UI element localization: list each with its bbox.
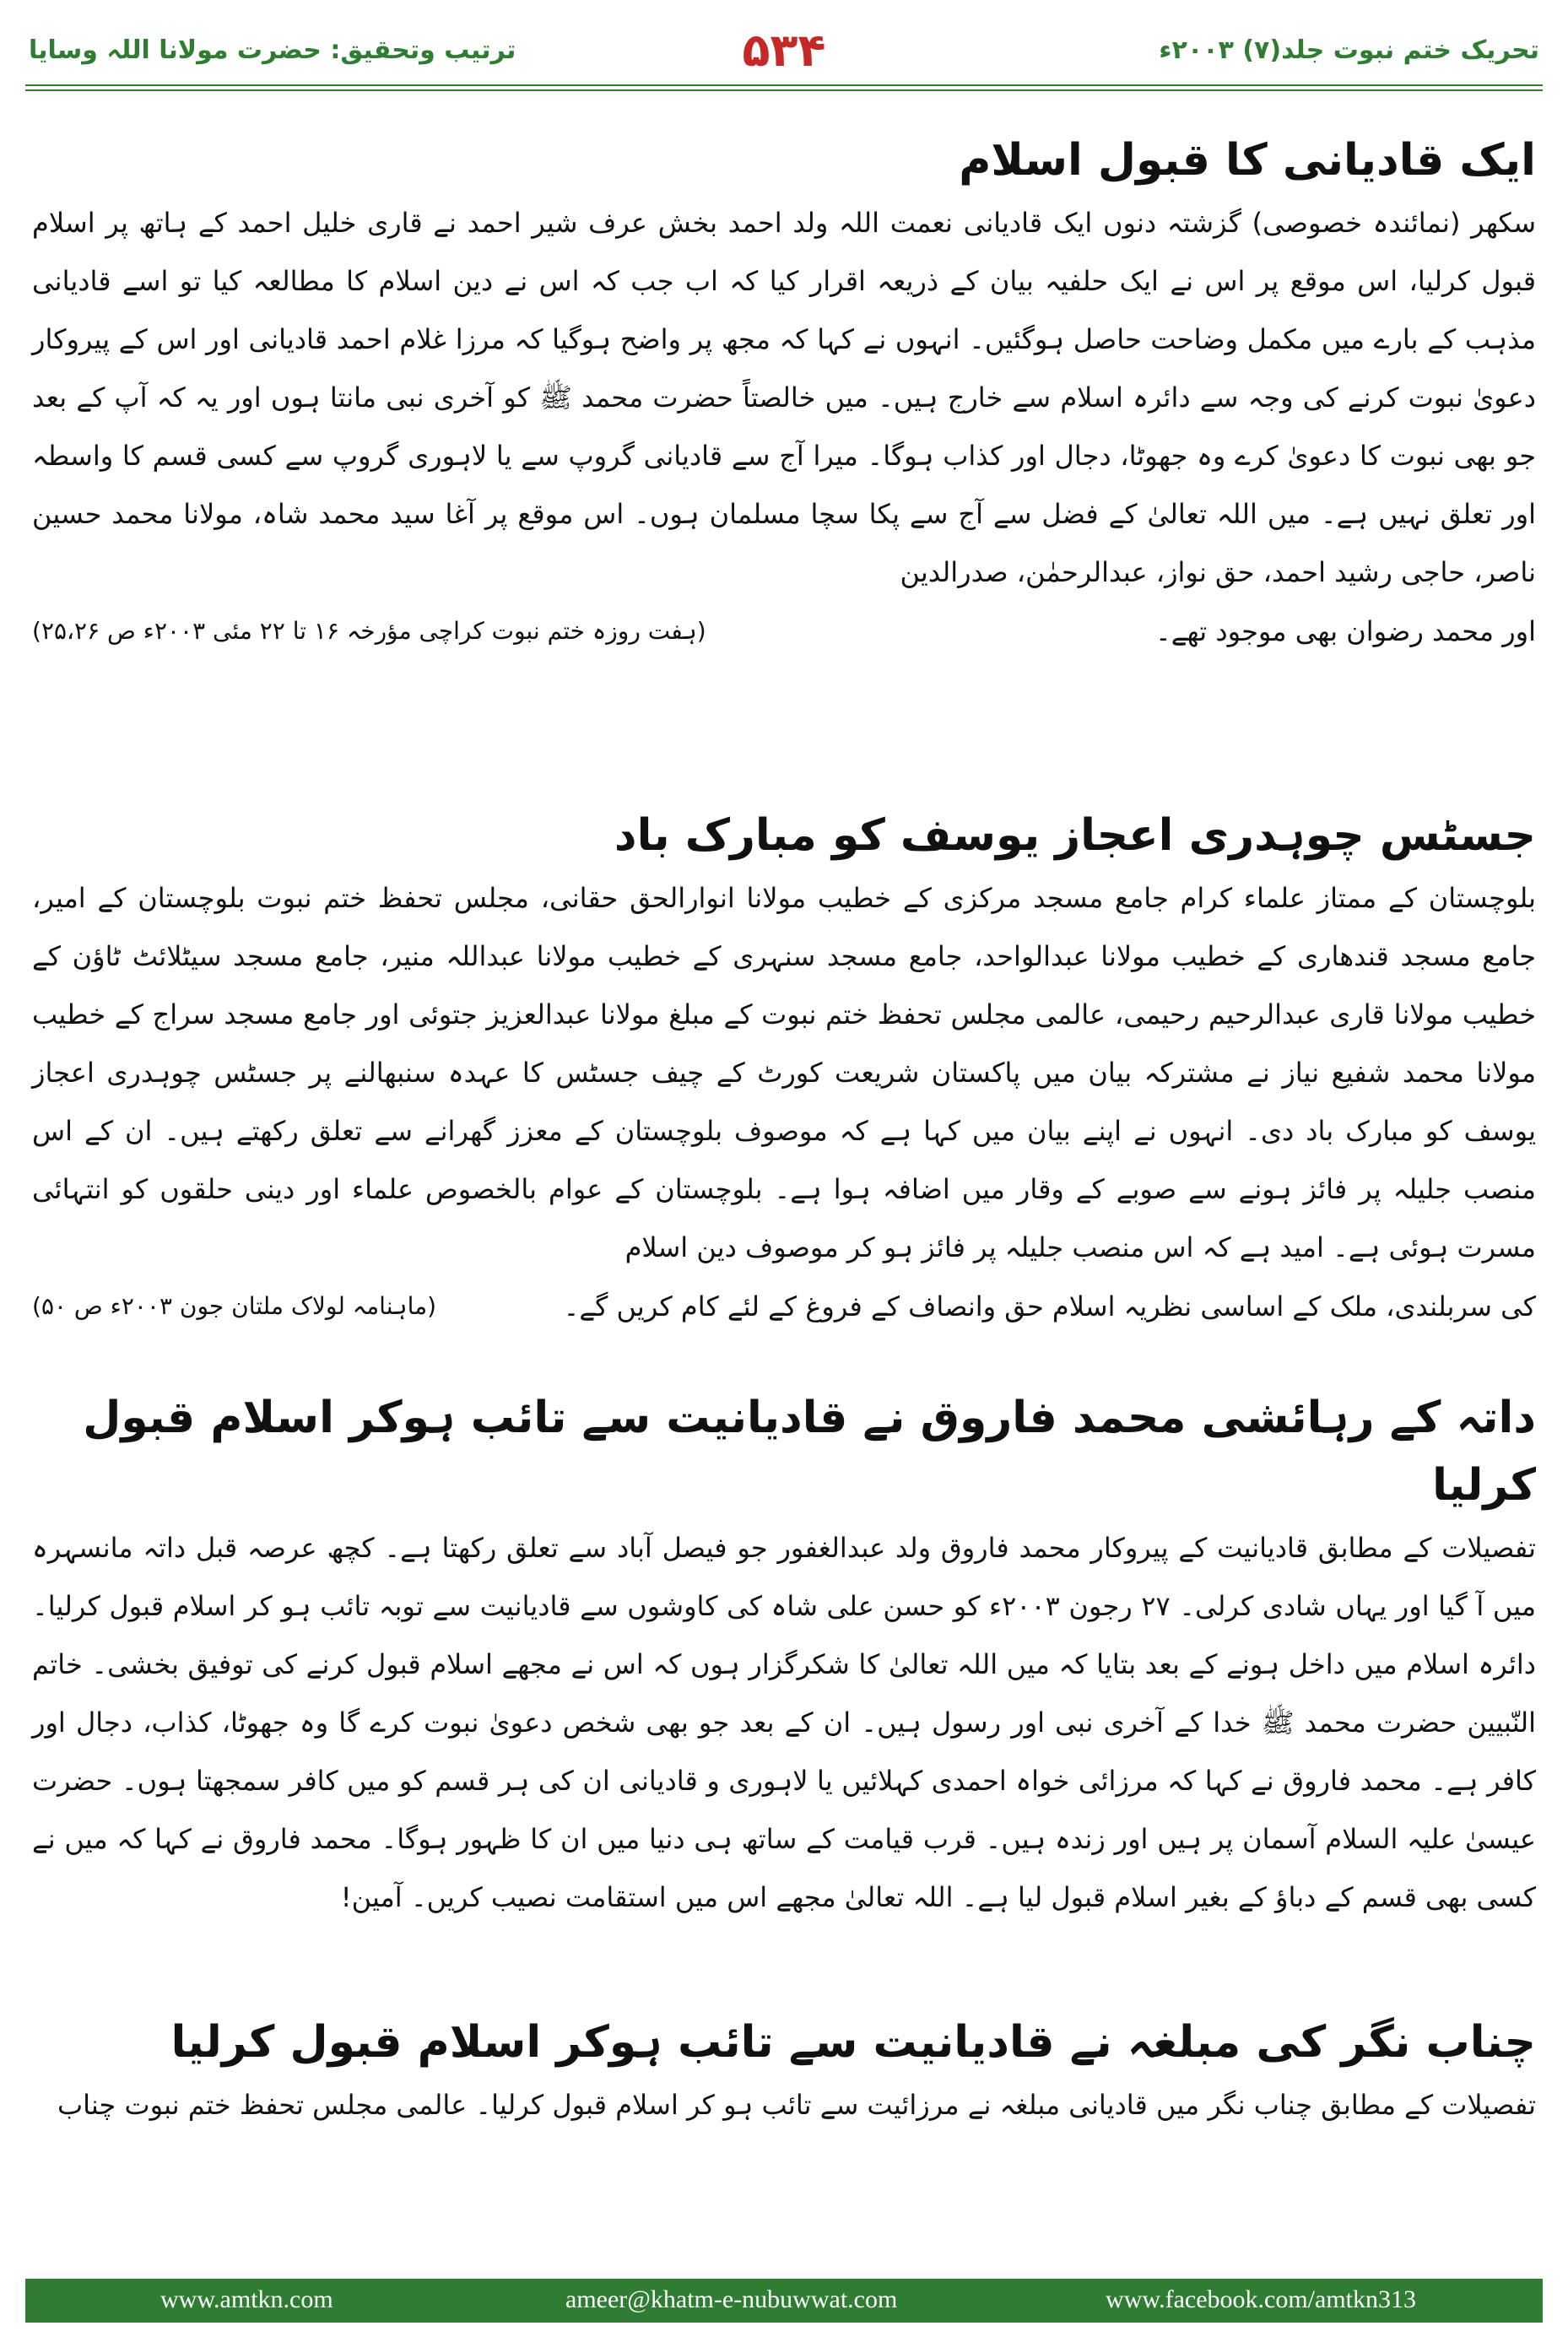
- page-number: ۵۳۴: [742, 24, 826, 77]
- facebook-link[interactable]: www.facebook.com/amtkn313: [1106, 2285, 1416, 2313]
- article-footer-row: [32, 1277, 1536, 1336]
- compiler-credit: ترتیب وتحقیق: حضرت مولانا اللہ وسایا: [29, 35, 516, 65]
- article-footer-row: [32, 602, 1536, 661]
- article-closing-text: کی سربلندی، ملک کے اساسی نظریہ اسلام حق وانصاف کے فروغ کے لئے کام کریں گے۔: [563, 1290, 1536, 1322]
- email-link[interactable]: ameer@khatm-e-nubuwwat.com: [565, 2285, 898, 2313]
- book-title: تحریک ختم نبوت جلد(۷) ۲۰۰۳ء: [1159, 35, 1539, 65]
- article-body: تفصیلات کے مطابق قادیانیت کے پیروکار محمد فاروق ولد عبدالغفور جو فیصل آباد سے تعلق رکھتا ہے۔ کچھ عرصہ قبل داتہ مانسہرہ میں آ گیا اور یہاں شادی کرلی۔ ۲۷ رجون ۲۰۰۳ء کو حسن علی شاہ کی کاوشوں سے قادیانیت سے توبہ تائب ہو کر اسلام قبول کرلیا۔ دائرہ اسلام میں داخل ہونے کے بعد بتایا کہ میں اللہ تعالیٰ کا شکرگزار ہوں کہ اس نے مجھے اسلام قبول کرنے کی توفیق بخشی۔ خاتم النّبیین حضرت محمد ﷺ خدا کے آخری نبی اور رسول ہیں۔ ان کے بعد جو بھی شخص دعویٰ نبوت کرے گا وہ جھوٹا، کذاب، دجال اور کافر ہے۔ محمد فاروق نے کہا کہ مرزائی خواہ احمدی کہلائیں یا لاہوری و قادیانی ان کی ہر قسم کو میں کافر سمجھتا ہوں۔ حضرت عیسیٰ علیہ السلام آسمان پر ہیں اور زندہ ہیں۔ قرب قیامت کے ساتھ ہی دنیا میں ان کا ظہور ہوگا۔ محمد فاروق نے کہا کہ میں نے کسی بھی قسم کے دباؤ کے بغیر اسلام قبول لیا ہے۔ اللہ تعالیٰ مجھے اس میں استقامت نصیب کریں۔ آمین!: [32, 1532, 1537, 1913]
- article-heading: ایک قادیانی کا قبول اسلام: [959, 135, 1536, 186]
- page-content: [32, 127, 1536, 2135]
- article-body: تفصیلات کے مطابق چناب نگر میں قادیانی مبلغہ نے مرزائیت سے تائب ہو کر اسلام قبول کرلیا۔ عالمی مجلس تحفظ ختم نبوت چناب: [57, 2089, 1536, 2121]
- article-body: بلوچستان کے ممتاز علماء کرام جامع مسجد مرکزی کے خطیب مولانا انوارالحق حقانی، مجلس تحفظ ختم نبوت بلوچستان کے امیر، جامع مسجد قندھاری کے خطیب مولانا عبدالواحد، جامع مسجد سنہری کے خطیب مولانا عبداللہ منیر، جامع مسجد سیٹلائٹ ٹاؤن کے خطیب مولانا قاری عبدالرحیم رحیمی، عالمی مجلس تحفظ ختم نبوت کے مبلغ مولانا عبدالعزیز جتوئی اور جامع مسجد سراج کے خطیب مولانا محمد شفیع نیاز نے مشترکہ بیان میں پاکستان شریعت کورٹ کے چیف جسٹس کا عہدہ سنبھالنے پر جسٹس چوہدری اعجاز یوسف کو مبارک باد دی۔ انہوں نے اپنے بیان میں کہا ہے کہ موصوف بلوچستان کے معزز گھرانے سے تعلق رکھتے ہیں۔ ان کے اس منصب جلیلہ پر فائز ہونے سے صوبے کے وقار میں اضافہ ہوا ہے۔ بلوچستان کے عوام بالخصوص علماء اور دینی حلقوں کو انتہائی مسرت ہوئی ہے۔ امید ہے کہ اس منصب جلیلہ پر فائز ہو کر موصوف دین اسلام: [32, 882, 1536, 1263]
- article-qadiani-conversion: [32, 127, 1536, 802]
- website-link[interactable]: www.amtkn.com: [160, 2285, 333, 2313]
- article-body: سکھر (نمائندہ خصوصی) گزشتہ دنوں ایک قادیانی نعمت اللہ ولد احمد بخش عرف شیر احمد نے قاری خلیل احمد کے ہاتھ پر اسلام قبول کرلیا، اس موقع پر اس نے ایک حلفیہ بیان کے ذریعہ اقرار کیا کہ اب جب کہ اس نے دین اسلام کا مطالعہ کیا تو اسے قادیانی مذہب کے بارے میں مکمل وضاحت حاصل ہوگئیں۔ انہوں نے کہا کہ مجھ پر واضح ہوگیا کہ مرزا غلام احمد قادیانی اور اس کے پیروکار دعویٰ نبوت کرنے کی وجہ سے دائرہ اسلام سے خارج ہیں۔ میں خالصتاً حضرت محمد ﷺ کو آخری نبی مانتا ہوں اور یہ کہ آپ کے بعد جو بھی نبوت کا دعویٰ کرے وہ جھوٹا، دجال اور کذاب ہوگا۔ میرا آج سے قادیانی گروپ سے یا لاہوری گروپ سے کسی قسم کا واسطہ اور تعلق نہیں ہے۔ میں اللہ تعالیٰ کے فضل سے آج سے پکا سچا مسلمان ہوں۔ اس موقع پر آغا سید محمد شاہ، مولانا محمد حسین ناصر، حاجی رشید احمد، حق نواز، عبدالرحمٰن، صدرالدین: [32, 207, 1537, 588]
- article-heading: جسٹس چوہدری اعجاز یوسف کو مبارک باد: [614, 810, 1536, 861]
- article-heading: چناب نگر کی مبلغہ نے قادیانیت سے تائب ہوکر اسلام قبول کرلیا: [170, 2017, 1536, 2068]
- article-muhammad-farooq: [32, 1384, 1536, 2009]
- source-citation: (ہفت روزہ ختم نبوت کراچی مؤرخہ ۱۶ تا ۲۲ مئی ۲۰۰۳ء ص ۲۵،۲۶): [32, 617, 706, 645]
- page-footer: [25, 2279, 1543, 2323]
- article-chenab-nagar: [32, 2009, 1536, 2135]
- page-header: [25, 24, 1543, 83]
- article-justice-congratulations: [32, 802, 1536, 1384]
- header-divider: [25, 84, 1543, 91]
- article-closing-text: اور محمد رضوان بھی موجود تھے۔: [1154, 615, 1536, 647]
- article-heading: داتہ کے رہائشی محمد فاروق نے قادیانیت سے تائب ہوکر اسلام قبول کرلیا: [83, 1393, 1536, 1511]
- source-citation: (ماہنامہ لولاک ملتان جون ۲۰۰۳ء ص ۵۰): [32, 1292, 437, 1320]
